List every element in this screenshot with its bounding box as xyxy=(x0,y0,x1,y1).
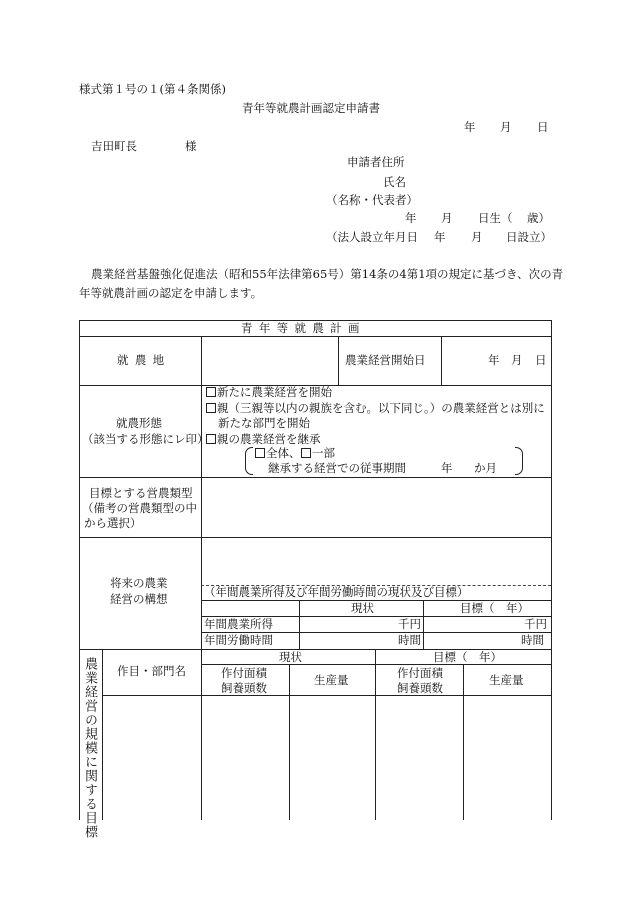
inherit-period-year: 年 xyxy=(441,461,453,475)
farming-form-label: 就農形態 xyxy=(116,416,162,430)
income-target-header: 目標（ 年） xyxy=(460,601,529,615)
annual-hours-label: 年間労働時間 xyxy=(204,633,273,647)
scale-section-label: 農業経営の規模に関する目標 xyxy=(82,657,97,839)
birth-month: 月 xyxy=(441,211,453,225)
checkbox-inherit[interactable] xyxy=(206,434,216,444)
target-area-label1: 作付面積 xyxy=(397,666,443,680)
scale-data-area[interactable] xyxy=(105,699,547,817)
bracket-left xyxy=(245,447,253,475)
birth-year: 年 xyxy=(405,211,417,225)
option-parent-line2: 新たな部門を開始 xyxy=(218,416,310,430)
date-year: 年 xyxy=(464,120,476,134)
annual-hours-target-unit: 時間 xyxy=(521,633,544,647)
applicant-address-label: 申請者住所 xyxy=(347,155,405,169)
annual-income-target-unit: 千円 xyxy=(524,617,547,631)
bracket-right xyxy=(515,447,523,475)
start-day: 日 xyxy=(535,353,547,367)
corp-year: 年 xyxy=(434,230,446,244)
future-plan-label1: 将来の農業 xyxy=(110,576,168,590)
start-month: 月 xyxy=(511,353,523,367)
annual-income-label: 年間農業所得 xyxy=(204,617,273,631)
body-text-line1: 農業経営基盤強化促進法（昭和55年法律第65号）第14条の4第1項の規定に基づき、次の青 xyxy=(91,267,564,281)
option-part[interactable]: 一部 xyxy=(301,448,335,460)
checkbox-new[interactable] xyxy=(206,387,216,397)
option-inherit[interactable]: 親の農業経営を継承 xyxy=(206,434,321,446)
date-month: 月 xyxy=(500,120,512,134)
addressee-honorific: 様 xyxy=(185,139,197,153)
corp-month: 月 xyxy=(471,230,483,244)
checkbox-all[interactable] xyxy=(255,448,265,458)
target-type-sublabel1: （備考の営農類型の中 xyxy=(82,501,197,515)
target-area-label2: 飼養頭数 xyxy=(397,681,443,695)
annual-hours-current-unit: 時間 xyxy=(398,633,421,647)
option-new[interactable]: 新たに農業経営を開始 xyxy=(206,387,332,399)
checkbox-parent[interactable] xyxy=(206,403,216,413)
target-production-label: 生産量 xyxy=(489,673,524,687)
applicant-name-label: 氏名 xyxy=(383,175,406,189)
form-number: 様式第１号の１(第４条関係) xyxy=(79,82,226,96)
crop-label: 作目・部門名 xyxy=(117,664,186,678)
future-plan-field[interactable] xyxy=(205,541,547,581)
annual-income-current-unit: 千円 xyxy=(398,617,421,631)
current-area-label2: 飼養頭数 xyxy=(221,681,267,695)
age-label: 歳） xyxy=(527,211,550,225)
inherit-period-label: 継承する経営での従事期間 xyxy=(268,461,406,475)
start-date-label: 農業経営開始日 xyxy=(345,353,426,367)
current-production-label: 生産量 xyxy=(314,673,349,687)
scale-target-header: 目標（ 年） xyxy=(433,650,502,664)
date-day: 日 xyxy=(537,120,549,134)
corp-label: （法人設立年月日 xyxy=(326,230,418,244)
addressee: 吉田町長 xyxy=(91,139,137,153)
option-all[interactable]: 全体、 xyxy=(255,448,301,460)
page-title: 青年等就農計画認定申請書 xyxy=(242,101,380,115)
future-plan-label2: 経営の構想 xyxy=(110,592,168,606)
option-parent[interactable]: 親（三親等以内の親族を含む。以下同じ。）の農業経営とは別に xyxy=(206,403,545,415)
applicant-rep-label: （名称・代表者） xyxy=(326,193,418,207)
table-header: 青年等就農計画 xyxy=(241,321,366,335)
farm-location-label: 就農地 xyxy=(117,353,171,367)
inherit-period-month: か月 xyxy=(474,461,497,475)
checkbox-part[interactable] xyxy=(301,448,311,458)
current-area-label1: 作付面積 xyxy=(221,666,267,680)
target-type-field[interactable] xyxy=(205,481,547,533)
target-type-label: 目標とする営農類型 xyxy=(89,486,193,500)
body-text-line2: 年等就農計画の認定を申請します。 xyxy=(79,286,263,300)
income-hours-header: （年間農業所得及び年間労働時間の現状及び目標） xyxy=(204,585,469,599)
birth-day: 日生（ xyxy=(478,211,513,225)
farm-location-field[interactable] xyxy=(205,340,333,380)
target-type-sublabel2: から選択） xyxy=(84,516,142,530)
income-current-header: 現状 xyxy=(351,601,374,615)
scale-current-header: 現状 xyxy=(279,650,302,664)
corp-day: 日設立） xyxy=(506,230,552,244)
start-year: 年 xyxy=(488,353,500,367)
farming-form-sublabel: （該当する形態にレ印） xyxy=(82,432,209,446)
